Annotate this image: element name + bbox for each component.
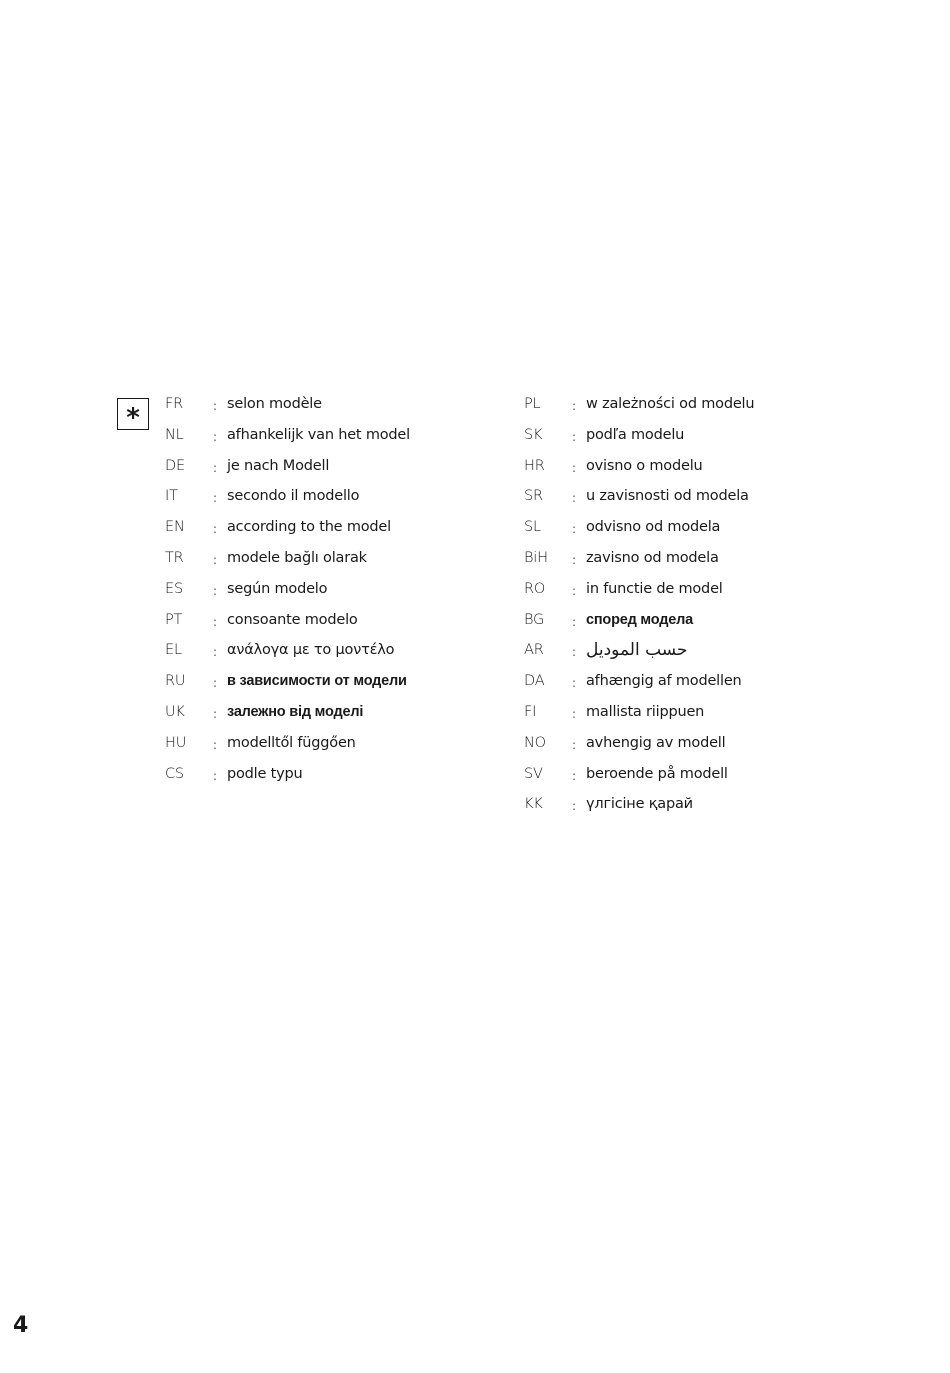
language-code: HU <box>165 734 187 751</box>
language-code: ES <box>165 580 183 597</box>
language-code: BG <box>524 611 545 628</box>
separator: : <box>213 583 218 598</box>
language-code: EL <box>165 642 182 659</box>
separator: : <box>213 614 218 629</box>
language-text: според модела <box>586 611 693 628</box>
language-text: zavisno od modela <box>586 549 719 566</box>
language-code: CS <box>165 765 184 782</box>
language-code: FR <box>165 396 184 412</box>
language-text: үлгісіне қарай <box>586 796 693 813</box>
language-text: selon modèle <box>227 396 322 412</box>
language-code: SK <box>524 426 543 443</box>
separator: : <box>213 737 218 752</box>
separator: : <box>213 552 218 567</box>
language-code: HR <box>524 457 545 474</box>
separator: : <box>213 491 218 506</box>
language-code: AR <box>524 642 544 659</box>
separator: : <box>572 552 577 567</box>
language-text: afhankelijk van het model <box>227 426 410 443</box>
separator: : <box>213 706 218 721</box>
language-text: حسب الموديل <box>586 640 688 661</box>
separator: : <box>572 491 577 506</box>
language-text: в зависимости от модели <box>227 673 407 690</box>
language-text: consoante modelo <box>227 611 358 628</box>
separator: : <box>213 768 218 783</box>
language-code: PT <box>165 611 183 628</box>
language-code: PL <box>524 396 541 412</box>
separator: : <box>572 614 577 629</box>
separator: : <box>572 645 577 660</box>
language-code: TR <box>165 549 184 566</box>
asterisk-marker-text: * <box>126 403 140 433</box>
language-text: avhengig av modell <box>586 734 726 751</box>
language-text: u zavisnosti od modela <box>586 488 749 505</box>
separator: : <box>572 429 577 444</box>
language-code: NO <box>524 734 546 751</box>
language-code: RO <box>524 580 546 597</box>
language-text: odvisno od modela <box>586 519 721 536</box>
separator: : <box>572 676 577 691</box>
language-code: SL <box>524 519 541 536</box>
separator: : <box>213 460 218 475</box>
language-text: ανάλογα με το μοντέλο <box>227 642 395 659</box>
separator: : <box>572 460 577 475</box>
separator: : <box>572 737 577 752</box>
separator: : <box>572 399 577 413</box>
separator: : <box>572 583 577 598</box>
language-text: podle typu <box>227 765 303 782</box>
separator: : <box>213 676 218 691</box>
language-text: afhængig af modellen <box>586 673 742 690</box>
language-code: DE <box>165 457 185 474</box>
language-code: FI <box>524 703 537 720</box>
separator: : <box>213 429 218 444</box>
language-code: NL <box>165 426 184 443</box>
language-text: according to the model <box>227 519 391 536</box>
asterisk-marker-icon <box>117 398 149 433</box>
language-text: залежно від моделі <box>227 703 364 720</box>
separator: : <box>572 706 577 721</box>
language-code: BiH <box>524 549 548 566</box>
separator: : <box>572 522 577 537</box>
page-number: 4 <box>13 1313 29 1338</box>
language-code: SR <box>524 488 543 505</box>
language-text: mallista riippuen <box>586 703 705 720</box>
language-text: secondo il modello <box>227 488 360 505</box>
language-text: w zależności od modelu <box>586 396 755 412</box>
language-text: ovisno o modelu <box>586 457 703 474</box>
language-text: beroende på modell <box>586 765 728 782</box>
separator: : <box>213 645 218 660</box>
language-code: IT <box>165 488 178 505</box>
language-text: in functie de model <box>586 580 723 597</box>
separator: : <box>572 799 577 814</box>
language-code: EN <box>165 519 185 536</box>
separator: : <box>213 399 218 413</box>
language-text: modele bağlı olarak <box>227 549 367 566</box>
language-text: modelltől függően <box>227 734 356 751</box>
language-text: je nach Modell <box>227 457 330 474</box>
language-code: SV <box>524 765 543 782</box>
language-code: DA <box>524 673 545 690</box>
language-text: podľa modelu <box>586 426 685 443</box>
language-code: UK <box>165 703 185 720</box>
language-code: RU <box>165 673 186 690</box>
separator: : <box>572 768 577 783</box>
language-code: KK <box>524 796 543 813</box>
language-text: según modelo <box>227 580 328 597</box>
separator: : <box>213 522 218 537</box>
